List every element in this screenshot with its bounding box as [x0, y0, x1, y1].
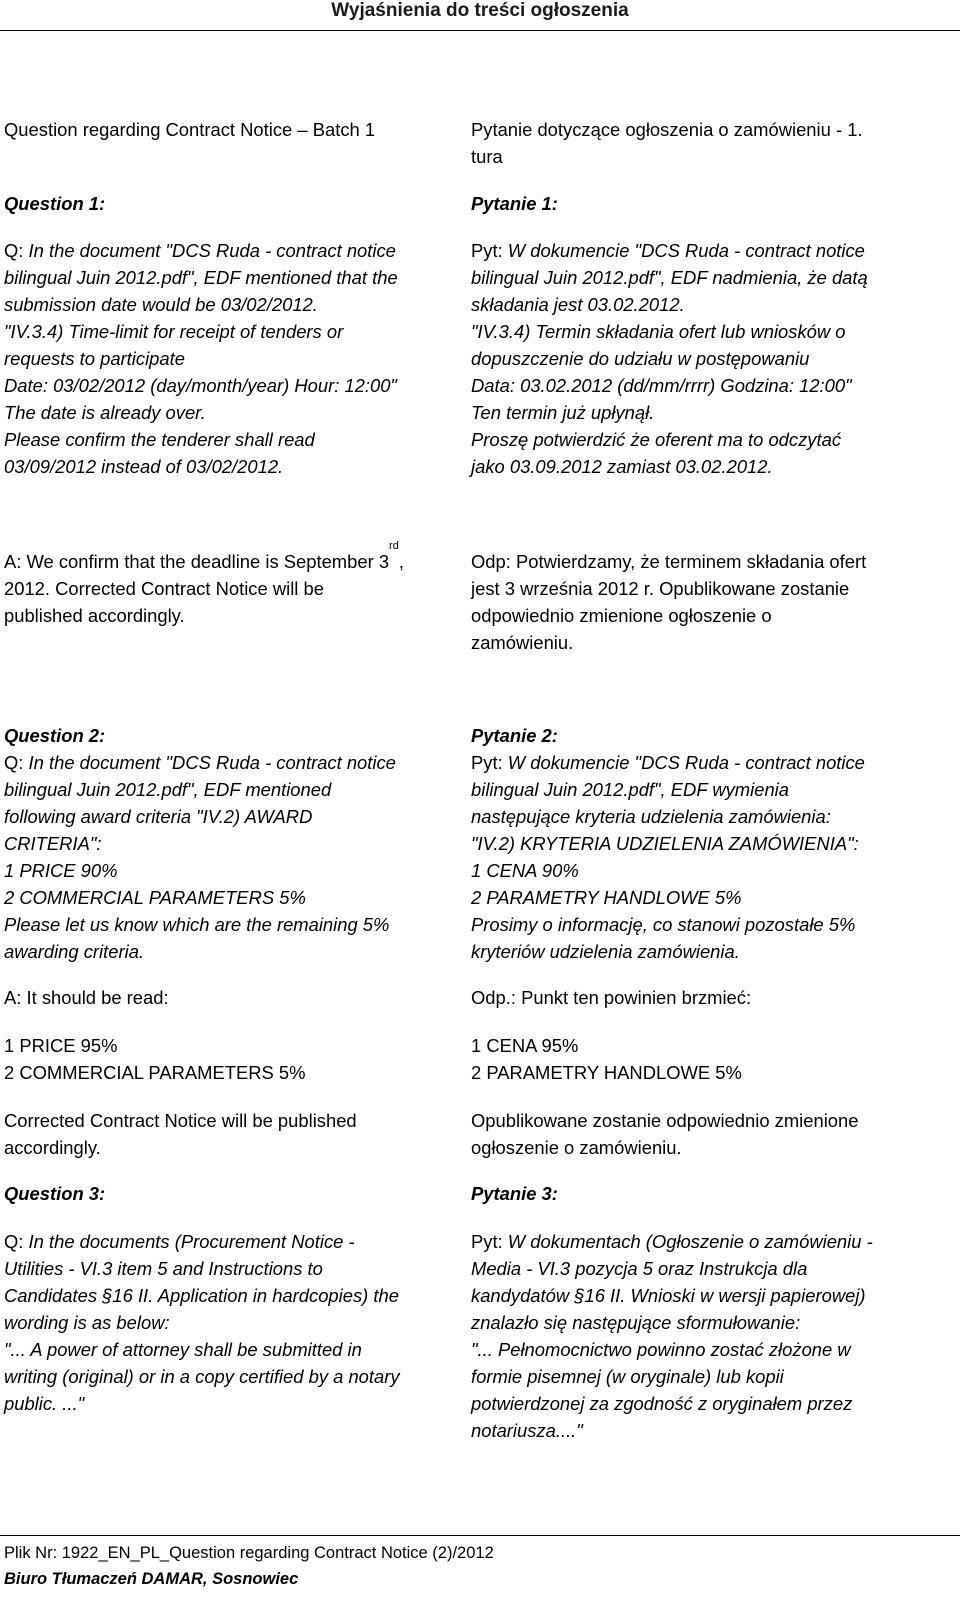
text-line: tura	[471, 146, 503, 167]
text-line: składania jest 03.02.2012.	[471, 294, 685, 315]
text-line: jest 3 września 2012 r. Opublikowane zostanie	[471, 578, 850, 599]
left-question-2	[4, 722, 396, 965]
text-line: notariusza...."	[471, 1420, 583, 1441]
text-line: Pyt: W dokumencie "DCS Ruda - contract notice	[471, 240, 865, 261]
left-question-3-text	[4, 1228, 400, 1417]
text-line: CRITERIA":	[4, 833, 102, 854]
text-line: Corrected Contract Notice will be published	[4, 1110, 357, 1131]
text-line: 03/09/2012 instead of 03/02/2012.	[4, 456, 284, 477]
text-line: writing (original) or in a copy certified by a notary	[4, 1366, 400, 1387]
left-question-3-heading: Question 3:	[4, 1183, 106, 1204]
right-question-1-text	[471, 237, 868, 480]
left-answer-2-intro: A: It should be read:	[4, 987, 169, 1008]
right-answer-1	[471, 548, 866, 656]
question-2-heading: Question 2:	[4, 725, 106, 746]
text-line: Candidates §16 II. Application in hardcopies) the	[4, 1285, 399, 1306]
text-line: Date: 03/02/2012 (day/month/year) Hour: 12:00"	[4, 375, 397, 396]
text-line: dopuszczenie do udziału w postępowaniu	[471, 348, 810, 369]
text-line: jako 03.09.2012 zamiast 03.02.2012.	[471, 456, 773, 477]
text-line: public. ..."	[4, 1393, 85, 1414]
text-line: Ten termin już upłynął.	[471, 402, 655, 423]
right-question-3-heading: Pytanie 3:	[471, 1183, 558, 1204]
left-question-1-text	[4, 237, 398, 480]
text-line: bilingual Juin 2012.pdf", EDF wymienia	[471, 779, 789, 800]
right-intro	[471, 116, 863, 170]
left-answer-2-note	[4, 1107, 357, 1161]
text-line: accordingly.	[4, 1137, 101, 1158]
header-title: Wyjaśnienia do treści ogłoszenia	[331, 0, 629, 21]
text-line: kandydatów §16 II. Wnioski w wersji papierowej)	[471, 1285, 866, 1306]
text-line: Media - VI.3 pozycja 5 oraz Instrukcja dla	[471, 1258, 808, 1279]
left-answer-2-items	[4, 1032, 305, 1086]
right-answer-2-note	[471, 1107, 858, 1161]
text-line: Q: In the documents (Procurement Notice -	[4, 1231, 355, 1252]
text-line: Pytanie dotyczące ogłoszenia o zamówieniu - 1.	[471, 119, 863, 140]
text-line: zamówieniu.	[471, 632, 574, 653]
text-line: 2 COMMERCIAL PARAMETERS 5%	[4, 1062, 306, 1083]
text-line: wording is as below:	[4, 1312, 170, 1333]
text-line: "... Pełnomocnictwo powinno zostać złożone w	[471, 1339, 851, 1360]
text-line: znalazło się następujące sformułowanie:	[471, 1312, 801, 1333]
text-line: ogłoszenie o zamówieniu.	[471, 1137, 682, 1158]
text-line: "IV.2) KRYTERIA UDZIELENIA ZAMÓWIENIA":	[471, 833, 859, 854]
page-header	[0, 0, 960, 32]
text-line: published accordingly.	[4, 605, 185, 626]
text-line: Pyt: W dokumentach (Ogłoszenie o zamówieniu -	[471, 1231, 873, 1252]
text-line: "IV.3.4) Termin składania ofert lub wniosków o	[471, 321, 846, 342]
text-line: 2 COMMERCIAL PARAMETERS 5%	[4, 887, 306, 908]
text-line: 2012. Corrected Contract Notice will be	[4, 578, 324, 599]
text-line: Q: In the document "DCS Ruda - contract notice	[4, 752, 396, 773]
text-line: formie pisemnej (w oryginale) lub kopii	[471, 1366, 784, 1387]
right-question-2	[471, 722, 865, 965]
text-line: 1 CENA 95%	[471, 1035, 579, 1056]
text-line: Odp: Potwierdzamy, że terminem składania ofert	[471, 551, 867, 572]
text-line: "... A power of attorney shall be submitted in	[4, 1339, 362, 1360]
text-line: submission date would be 03/02/2012.	[4, 294, 318, 315]
left-intro: Question regarding Contract Notice – Batch 1	[4, 119, 376, 140]
right-question-1-heading: Pytanie 1:	[471, 193, 558, 214]
text-line: 1 PRICE 95%	[4, 1035, 118, 1056]
question-2-heading: Pytanie 2:	[471, 725, 558, 746]
text-line: The date is already over.	[4, 402, 206, 423]
footer-file-number: Plik Nr: 1922_EN_PL_Question regarding Contract Notice (2)/2012	[4, 1544, 494, 1562]
text-line: Q: In the document "DCS Ruda - contract notice	[4, 240, 396, 261]
text-line: Proszę potwierdzić że oferent ma to odczytać	[471, 429, 842, 450]
text-line: następujące kryteria udzielenia zamówienia:	[471, 806, 831, 827]
right-answer-2-intro: Odp.: Punkt ten powinien brzmieć:	[471, 987, 752, 1008]
text-line: potwierdzonej za zgodność z oryginałem przez	[471, 1393, 853, 1414]
text-line: 2 PARAMETRY HANDLOWE 5%	[471, 1062, 742, 1083]
text-line: kryteriów udzielenia zamówienia.	[471, 941, 740, 962]
text-line: Pyt: W dokumencie "DCS Ruda - contract notice	[471, 752, 865, 773]
text-line: 2 PARAMETRY HANDLOWE 5%	[471, 887, 742, 908]
text-line: requests to participate	[4, 348, 185, 369]
text-line: Utilities - VI.3 item 5 and Instructions to	[4, 1258, 323, 1279]
text-line: Prosimy o informację, co stanowi pozostałe 5%	[471, 914, 856, 935]
text-line: bilingual Juin 2012.pdf", EDF nadmienia, że datą	[471, 267, 868, 288]
header-divider	[0, 30, 960, 31]
left-question-1-heading: Question 1:	[4, 193, 106, 214]
text-line: bilingual Juin 2012.pdf", EDF mentioned that the	[4, 267, 398, 288]
text-line: A: We confirm that the deadline is September 3rd,	[4, 540, 404, 572]
text-line: odpowiednio zmienione ogłoszenie o	[471, 605, 772, 626]
right-answer-2-items	[471, 1032, 742, 1086]
text-line: Data: 03.02.2012 (dd/mm/rrrr) Godzina: 12:00"	[471, 375, 852, 396]
text-line: bilingual Juin 2012.pdf", EDF mentioned	[4, 779, 332, 800]
right-question-3-text	[471, 1228, 873, 1444]
left-answer-1	[4, 540, 404, 629]
text-line: Please confirm the tenderer shall read	[4, 429, 315, 450]
footer-company: Biuro Tłumaczeń DAMAR, Sosnowiec	[4, 1570, 299, 1588]
text-line: Please let us know which are the remaining 5%	[4, 914, 390, 935]
text-line: following award criteria "IV.2) AWARD	[4, 806, 313, 827]
text-line: Opublikowane zostanie odpowiednio zmienione	[471, 1110, 859, 1131]
text-line: "IV.3.4) Time-limit for receipt of tenders or	[4, 321, 344, 342]
text-line: awarding criteria.	[4, 941, 145, 962]
text-line: 1 CENA 90%	[471, 860, 579, 881]
footer-divider	[0, 1535, 960, 1536]
text-line: 1 PRICE 90%	[4, 860, 118, 881]
